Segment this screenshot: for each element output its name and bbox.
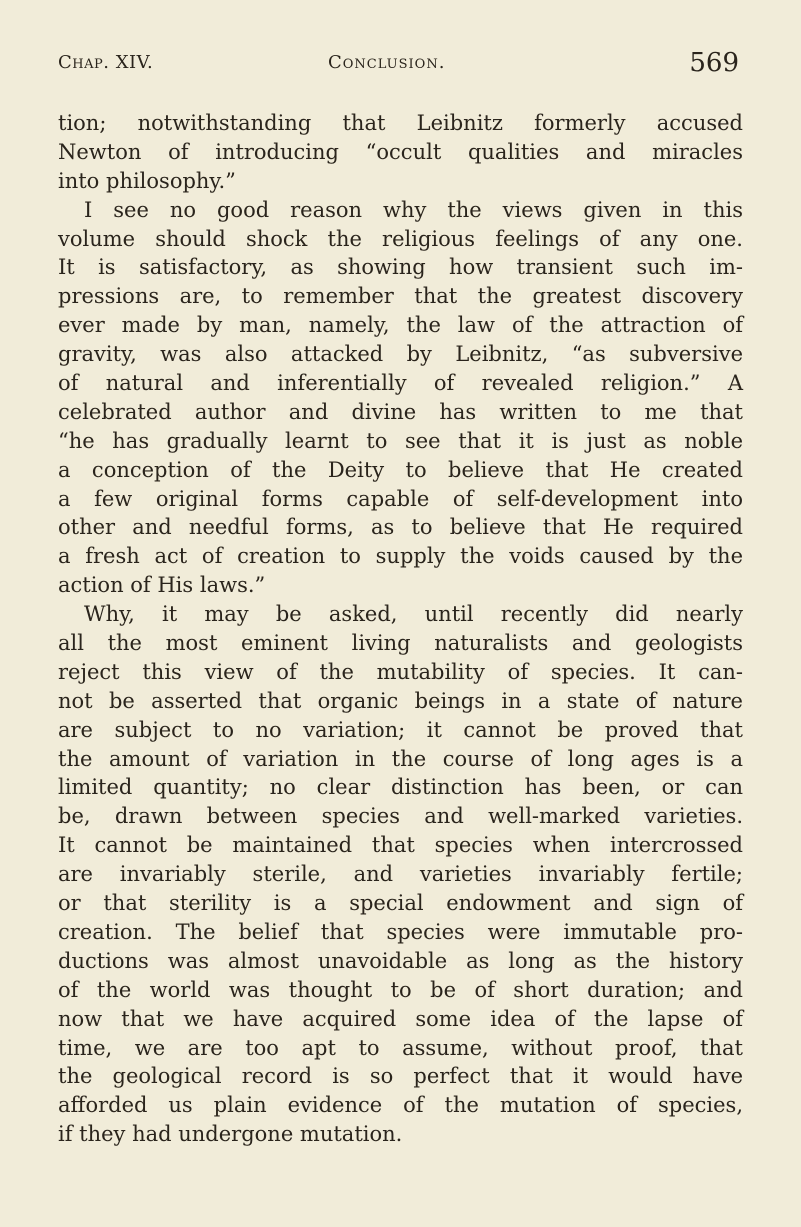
running-head xyxy=(58,48,743,88)
text-line: are subject to no variation; it cannot be proved that xyxy=(58,717,743,742)
text-line: are invariably sterile, and varieties invariably fertile; xyxy=(58,862,743,887)
text-line: afforded us plain evidence of the mutation of species, xyxy=(58,1093,743,1118)
text-line: pressions are, to remember that the greatest discovery xyxy=(58,284,743,309)
text-line: be, drawn between species and well-marked varieties. xyxy=(58,804,743,829)
text-line: tion; notwithstanding that Leibnitz formerly accused xyxy=(58,111,743,135)
text-line: a fresh act of creation to supply the voids caused by the xyxy=(58,544,743,569)
text-line: a few original forms capable of self-development into xyxy=(58,486,743,511)
text-line: a conception of the Deity to believe that He created xyxy=(58,457,743,482)
text-line: It is satisfactory, as showing how transient such im- xyxy=(58,255,743,280)
text-line: time, we are too apt to assume, without proof, that xyxy=(58,1035,743,1060)
text-line: other and needful forms, as to believe that He required xyxy=(58,515,743,540)
chapter-label: Chap. XIV. xyxy=(58,52,154,73)
text-line: limited quantity; no clear distinction has been, or can xyxy=(58,775,743,800)
text-line: now that we have acquired some idea of the lapse of xyxy=(58,1006,743,1031)
page-number: 569 xyxy=(689,48,739,78)
chapter-title: Conclusion. xyxy=(328,52,446,73)
text-line: celebrated author and divine has written to me that xyxy=(58,399,743,424)
text-line: gravity, was also attacked by Leibnitz, “as subversive xyxy=(58,342,743,367)
body-text xyxy=(58,109,743,1149)
text-line: all the most eminent living naturalists and geologists xyxy=(58,631,743,656)
text-line: if they had undergone mutation. xyxy=(58,1122,403,1147)
text-line: creation. The belief that species were immutable pro- xyxy=(58,919,743,944)
text-line: or that sterility is a special endowment and sign of xyxy=(58,891,743,916)
text-line: the amount of variation in the course of long ages is a xyxy=(58,746,743,771)
text-line: It cannot be maintained that species when intercrossed xyxy=(58,833,743,858)
text-line: of the world was thought to be of short duration; and xyxy=(58,977,743,1002)
text-line: Why, it may be asked, until recently did nearly xyxy=(84,602,743,627)
text-line: of natural and inferentially of revealed religion.” A xyxy=(58,371,743,396)
text-line: I see no good reason why the views given in this xyxy=(84,197,743,222)
text-line: into philosophy.” xyxy=(58,168,236,193)
text-line: the geological record is so perfect that it would have xyxy=(58,1064,743,1089)
text-line: volume should shock the religious feelings of any one. xyxy=(58,226,743,251)
paragraph xyxy=(58,600,743,1149)
paragraph xyxy=(58,196,743,600)
text-line: ductions was almost unavoidable as long as the history xyxy=(58,948,743,973)
paragraph xyxy=(58,109,743,196)
text-line: Newton of introducing “occult qualities and miracles xyxy=(58,139,743,164)
text-line: ever made by man, namely, the law of the attraction of xyxy=(58,313,743,338)
text-line: reject this view of the mutability of species. It can- xyxy=(58,659,743,684)
text-line: action of His laws.” xyxy=(58,573,266,598)
text-line: “he has gradually learnt to see that it is just as noble xyxy=(58,428,743,453)
text-line: not be asserted that organic beings in a state of nature xyxy=(58,688,743,713)
